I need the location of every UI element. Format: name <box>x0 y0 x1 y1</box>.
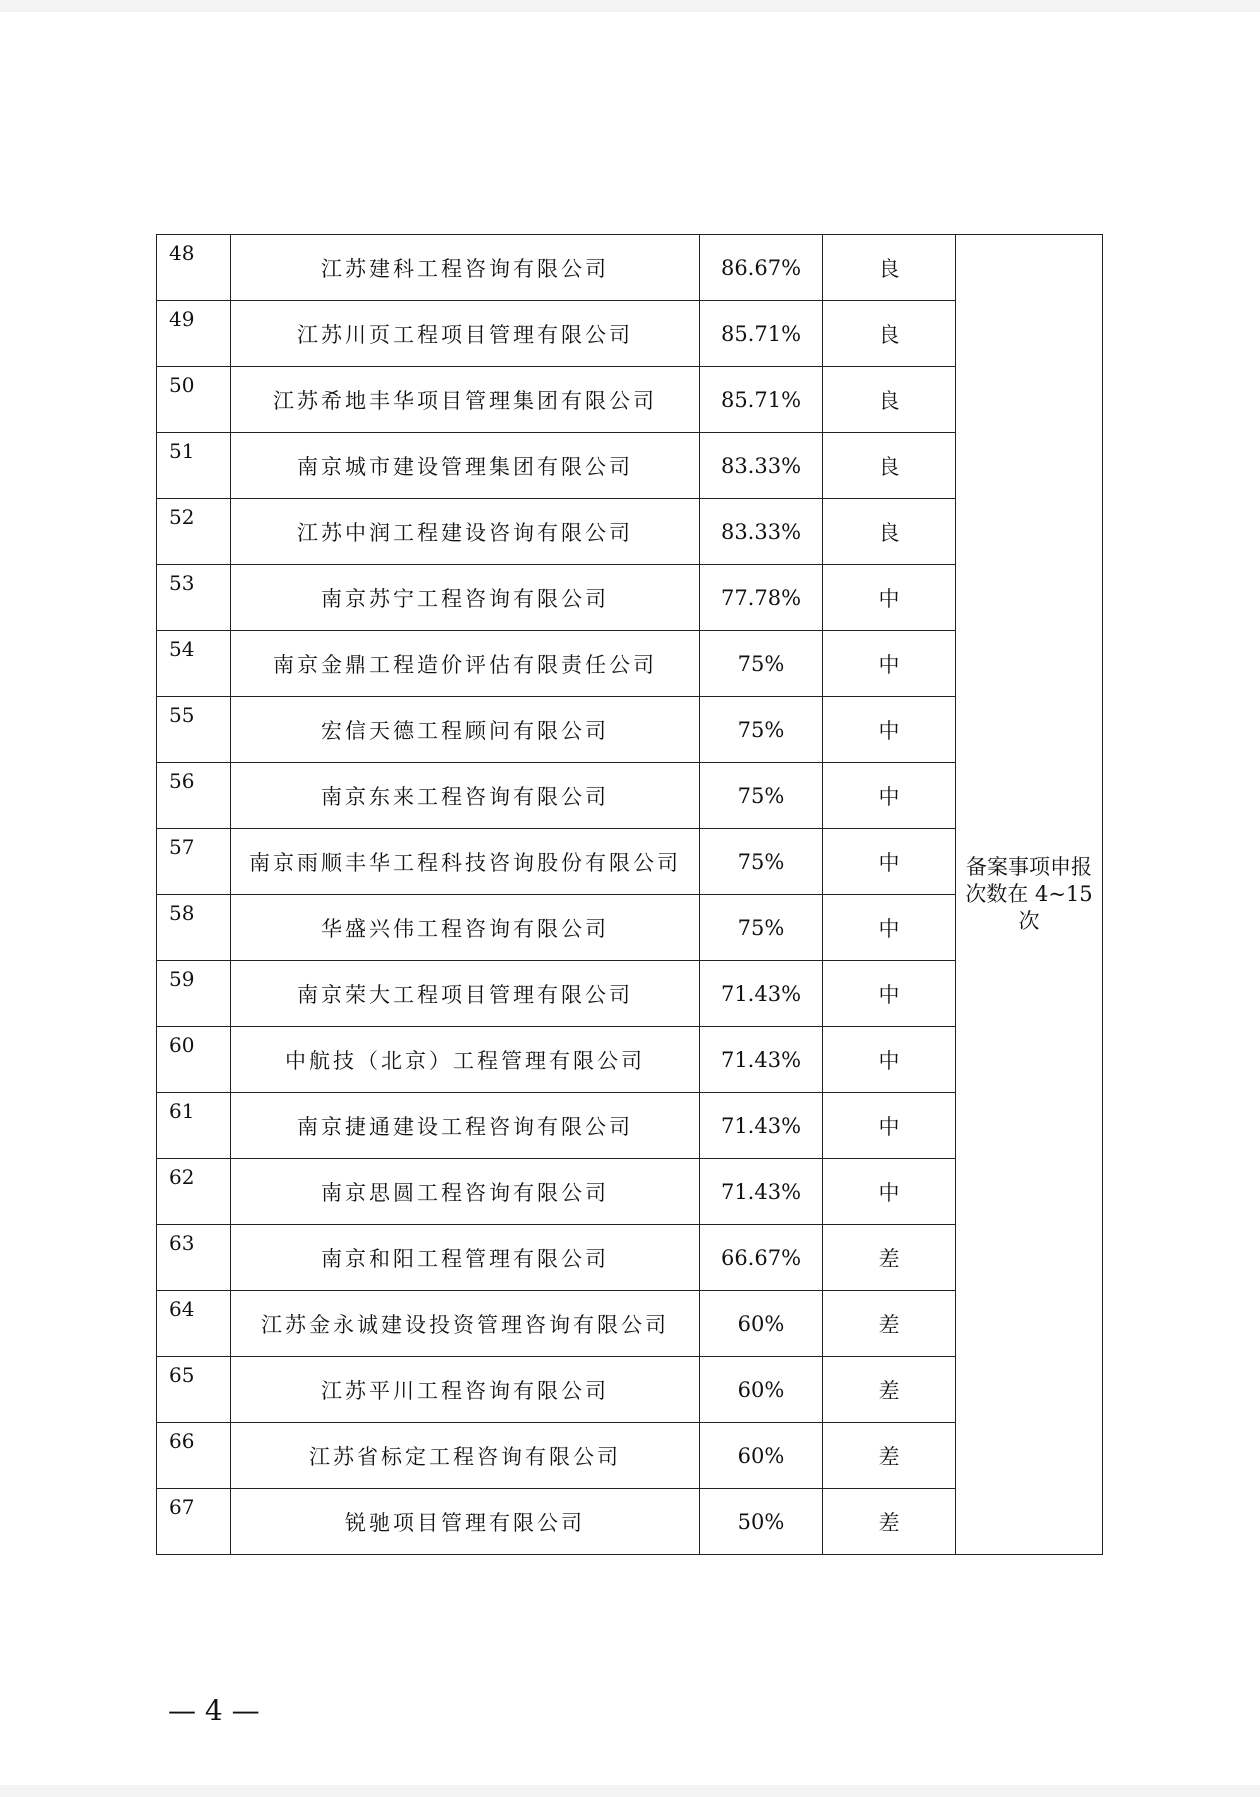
grade-value: 差 <box>823 1291 956 1357</box>
grade-value: 差 <box>823 1489 956 1555</box>
row-number: 50 <box>157 367 231 433</box>
company-name: 中航技（北京）工程管理有限公司 <box>231 1027 700 1093</box>
row-number: 67 <box>157 1489 231 1555</box>
rate-value: 85.71% <box>700 301 823 367</box>
row-number: 52 <box>157 499 231 565</box>
company-name: 南京雨顺丰华工程科技咨询股份有限公司 <box>231 829 700 895</box>
ranking-table-body <box>157 235 1103 1555</box>
grade-value: 中 <box>823 829 956 895</box>
row-number: 49 <box>157 301 231 367</box>
row-number: 55 <box>157 697 231 763</box>
grade-value: 中 <box>823 1093 956 1159</box>
table-row <box>157 235 1103 301</box>
company-name: 江苏金永诚建设投资管理咨询有限公司 <box>231 1291 700 1357</box>
grade-value: 中 <box>823 895 956 961</box>
row-number: 51 <box>157 433 231 499</box>
company-name: 南京城市建设管理集团有限公司 <box>231 433 700 499</box>
row-number: 63 <box>157 1225 231 1291</box>
company-name: 宏信天德工程顾问有限公司 <box>231 697 700 763</box>
rate-value: 71.43% <box>700 961 823 1027</box>
rate-value: 85.71% <box>700 367 823 433</box>
ranking-table <box>156 234 1103 1555</box>
company-name: 江苏省标定工程咨询有限公司 <box>231 1423 700 1489</box>
grade-value: 中 <box>823 697 956 763</box>
rate-value: 86.67% <box>700 235 823 301</box>
company-name: 江苏中润工程建设咨询有限公司 <box>231 499 700 565</box>
rate-value: 71.43% <box>700 1093 823 1159</box>
row-number: 57 <box>157 829 231 895</box>
rate-value: 60% <box>700 1357 823 1423</box>
rate-value: 75% <box>700 697 823 763</box>
grade-value: 差 <box>823 1357 956 1423</box>
company-name: 江苏川页工程项目管理有限公司 <box>231 301 700 367</box>
row-number: 56 <box>157 763 231 829</box>
document-page <box>0 12 1260 1785</box>
rate-value: 75% <box>700 829 823 895</box>
grade-value: 中 <box>823 763 956 829</box>
row-number: 58 <box>157 895 231 961</box>
grade-value: 中 <box>823 631 956 697</box>
row-number: 62 <box>157 1159 231 1225</box>
rate-value: 66.67% <box>700 1225 823 1291</box>
grade-value: 差 <box>823 1225 956 1291</box>
rate-value: 71.43% <box>700 1027 823 1093</box>
grade-value: 良 <box>823 235 956 301</box>
company-name: 南京思圆工程咨询有限公司 <box>231 1159 700 1225</box>
company-name: 南京捷通建设工程咨询有限公司 <box>231 1093 700 1159</box>
rate-value: 77.78% <box>700 565 823 631</box>
rate-value: 75% <box>700 895 823 961</box>
rate-value: 83.33% <box>700 499 823 565</box>
grade-value: 中 <box>823 961 956 1027</box>
row-number: 66 <box>157 1423 231 1489</box>
company-name: 南京苏宁工程咨询有限公司 <box>231 565 700 631</box>
grade-value: 良 <box>823 499 956 565</box>
rate-value: 71.43% <box>700 1159 823 1225</box>
company-name: 华盛兴伟工程咨询有限公司 <box>231 895 700 961</box>
company-name: 锐驰项目管理有限公司 <box>231 1489 700 1555</box>
row-number: 65 <box>157 1357 231 1423</box>
rate-value: 60% <box>700 1291 823 1357</box>
company-name: 南京金鼎工程造价评估有限责任公司 <box>231 631 700 697</box>
company-name: 南京和阳工程管理有限公司 <box>231 1225 700 1291</box>
row-number: 48 <box>157 235 231 301</box>
row-number: 59 <box>157 961 231 1027</box>
company-name: 江苏希地丰华项目管理集团有限公司 <box>231 367 700 433</box>
company-name: 南京荣大工程项目管理有限公司 <box>231 961 700 1027</box>
rate-value: 83.33% <box>700 433 823 499</box>
row-number: 61 <box>157 1093 231 1159</box>
category-note: 备案事项申报次数在 4~15 次 <box>956 235 1103 1555</box>
grade-value: 中 <box>823 1159 956 1225</box>
company-name: 南京东来工程咨询有限公司 <box>231 763 700 829</box>
page-number: — 4 — <box>168 1694 260 1727</box>
company-name: 江苏平川工程咨询有限公司 <box>231 1357 700 1423</box>
grade-value: 良 <box>823 433 956 499</box>
row-number: 64 <box>157 1291 231 1357</box>
grade-value: 差 <box>823 1423 956 1489</box>
grade-value: 中 <box>823 1027 956 1093</box>
company-name: 江苏建科工程咨询有限公司 <box>231 235 700 301</box>
row-number: 54 <box>157 631 231 697</box>
rate-value: 60% <box>700 1423 823 1489</box>
grade-value: 良 <box>823 301 956 367</box>
grade-value: 中 <box>823 565 956 631</box>
grade-value: 良 <box>823 367 956 433</box>
rate-value: 50% <box>700 1489 823 1555</box>
row-number: 60 <box>157 1027 231 1093</box>
rate-value: 75% <box>700 763 823 829</box>
row-number: 53 <box>157 565 231 631</box>
rate-value: 75% <box>700 631 823 697</box>
